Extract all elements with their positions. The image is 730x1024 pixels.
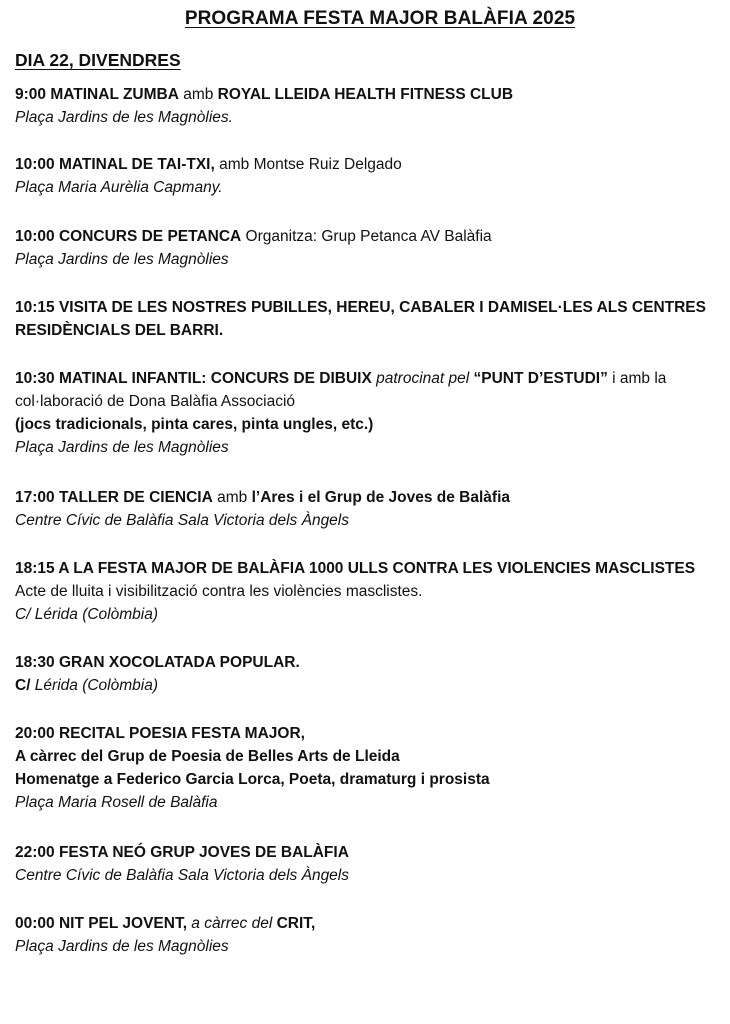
document-title: PROGRAMA FESTA MAJOR BALÀFIA 2025 <box>184 8 576 29</box>
event-organizer: A càrrec del Grup de Poesia de Belles Arts de Lleida <box>15 748 400 765</box>
event-1000-ulls <box>15 557 730 626</box>
event-heading: 10:00 MATINAL DE TAI-TXI, amb Montse Ruiz Delgado <box>15 156 402 173</box>
event-heading: 22:00 FESTA NEÓ GRUP JOVES DE BALÀFIA <box>15 844 349 861</box>
event-heading: 10:15 VISITA DE LES NOSTRES PUBILLES, HEREU, CABALER I DAMISEL·LES ALS CENTRES <box>15 299 706 316</box>
event-place: C/ Lérida (Colòmbia) <box>15 677 158 694</box>
event-description: col·laboració de Dona Balàfia Associació <box>15 393 296 410</box>
event-heading: 18:15 A LA FESTA MAJOR DE BALÀFIA 1000 ULLS CONTRA LES VIOLENCIES MASCLISTES <box>15 560 696 577</box>
event-zumba <box>15 83 730 129</box>
event-heading-cont: RESIDÈNCIALS DEL BARRI. <box>15 322 224 339</box>
event-xocolatada <box>15 651 730 697</box>
event-description: Acte de lluita i visibilització contra les violències masclistes. <box>15 583 423 600</box>
event-heading: 17:00 TALLER DE CIENCIA amb l’Ares i el Grup de Joves de Balàfia <box>15 489 511 506</box>
event-activities: (jocs tradicionals, pinta cares, pinta ungles, etc.) <box>15 416 374 433</box>
event-heading: 10:30 MATINAL INFANTIL: CONCURS DE DIBUIX patrocinat pel “PUNT D’ESTUDI” i amb la <box>15 370 667 387</box>
event-place: Plaça Jardins de les Magnòlies. <box>15 109 233 126</box>
event-heading: 00:00 NIT PEL JOVENT, a càrrec del CRIT, <box>15 915 316 932</box>
day-heading: DIA 22, DIVENDRES <box>15 50 181 70</box>
event-visita <box>15 296 730 342</box>
event-place: Plaça Jardins de les Magnòlies <box>15 938 229 955</box>
event-heading: 20:00 RECITAL POESIA FESTA MAJOR, <box>15 725 305 742</box>
event-petanca <box>15 225 730 271</box>
event-place: Plaça Maria Aurèlia Capmany. <box>15 179 223 196</box>
event-place: Plaça Jardins de les Magnòlies <box>15 439 229 456</box>
event-place: C/ Lérida (Colòmbia) <box>15 606 158 623</box>
event-festa-neo <box>15 841 730 887</box>
event-nit-jovent <box>15 912 730 958</box>
event-recital-poesia <box>15 722 730 814</box>
event-heading: 18:30 GRAN XOCOLATADA POPULAR. <box>15 654 300 671</box>
event-heading: 10:00 CONCURS DE PETANCA Organitza: Grup Petanca AV Balàfia <box>15 228 492 245</box>
event-place: Plaça Maria Rosell de Balàfia <box>15 794 218 811</box>
event-heading: 9:00 MATINAL ZUMBA amb ROYAL LLEIDA HEALTH FITNESS CLUB <box>15 86 514 103</box>
event-place: Centre Cívic de Balàfia Sala Victoria dels Àngels <box>15 867 349 884</box>
event-tai-txi <box>15 153 730 199</box>
event-place: Plaça Jardins de les Magnòlies <box>15 251 229 268</box>
event-place: Centre Cívic de Balàfia Sala Victoria dels Àngels <box>15 512 349 529</box>
event-matinal-infantil <box>15 367 730 459</box>
event-tribute: Homenatge a Federico Garcia Lorca, Poeta, dramaturg i prosista <box>15 771 490 788</box>
event-taller-ciencia <box>15 486 730 532</box>
